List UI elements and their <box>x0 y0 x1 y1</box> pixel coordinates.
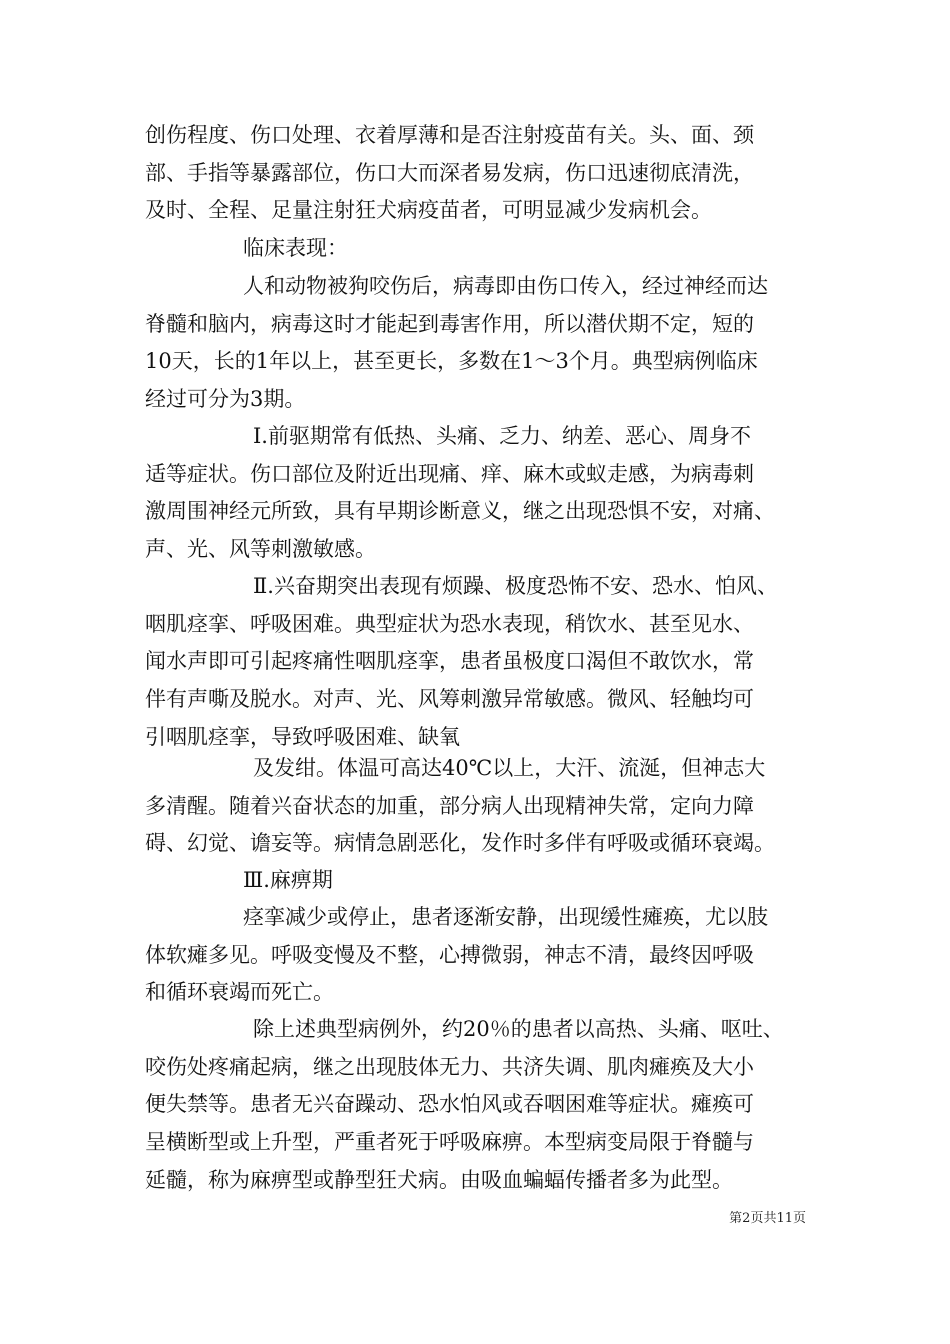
text-line: 碍、幻觉、谵妄等。病情急剧恶化，发作时多伴有呼吸或循环衰竭。 <box>145 831 775 856</box>
page-number: 第2页共11页 <box>729 1211 806 1226</box>
text-line: 适等症状。伤口部位及附近出现痛、痒、麻木或蚁走感，为病毒刺 <box>145 461 754 486</box>
text-line: 便失禁等。患者无兴奋躁动、恐水怕风或吞咽困难等症状。瘫痪可 <box>145 1092 754 1117</box>
text-line: 激周围神经元所致，具有早期诊断意义，继之出现恐惧不安，对痛、 <box>145 499 775 524</box>
text-line: 10天，长的1年以上，甚至更长，多数在1～3个月。典型病例临床 <box>145 349 758 374</box>
text-line: 引咽肌痉挛，导致呼吸困难、缺氧 <box>145 724 460 749</box>
text-line: 和循环衰竭而死亡。 <box>145 980 334 1005</box>
text-line: 除上述典型病例外，约20％的患者以高热、头痛、呕吐、 <box>253 1017 784 1041</box>
text-line: 伴有声嘶及脱水。对声、光、风筹刺激异常敏感。微风、轻触均可 <box>145 687 754 712</box>
text-line: 创伤程度、伤口处理、衣着厚薄和是否注射疫苗有关。头、面、颈 <box>145 123 754 147</box>
text-line: 及时、全程、足量注射狂犬病疫苗者，可明显减少发病机会。 <box>145 198 712 223</box>
text-line: 脊髓和脑内，病毒这时才能起到毒害作用，所以潜伏期不定，短的 <box>145 311 754 336</box>
heading-text: Ⅲ.麻痹期 <box>243 868 333 892</box>
text-line: 多清醒。随着兴奋状态的加重，部分病人出现精神失常，定向力障 <box>145 793 754 818</box>
text-line: Ⅱ.兴奋期突出表现有烦躁、极度恐怖不安、恐水、怕风、 <box>253 574 778 598</box>
text-line: 咽肌痉挛、呼吸困难。典型症状为恐水表现，稍饮水、甚至见水、 <box>145 611 754 636</box>
text-line: 部、手指等暴露部位，伤口大而深者易发病，伤口迅速彻底清洗， <box>145 160 754 185</box>
text-line: 呈横断型或上升型，严重者死于呼吸麻痹。本型病变局限于脊髓与 <box>145 1130 754 1155</box>
paragraph-excitation-continued <box>145 750 820 863</box>
paragraph-atypical-cases <box>145 1011 820 1200</box>
text-line: Ⅰ.前驱期常有低热、头痛、乏力、纳差、恶心、周身不 <box>253 424 751 448</box>
heading-text: 临床表现： <box>243 236 348 260</box>
text-line: 痉挛减少或停止，患者逐渐安静，出现缓性瘫痪，尤以肢 <box>243 905 768 929</box>
section-heading-paralytic <box>145 862 820 900</box>
text-line: 人和动物被狗咬伤后，病毒即由伤口传入，经过神经而达 <box>243 274 768 298</box>
paragraph-paralytic-stage <box>145 899 820 1012</box>
paragraph-prodromal-stage <box>145 418 820 569</box>
text-line: 及发绀。体温可高达40℃以上，大汗、流涎，但神志大 <box>253 756 766 780</box>
text-line: 经过可分为3期。 <box>145 387 306 412</box>
text-line: 体软瘫多见。呼吸变慢及不整，心搏微弱，神志不清，最终因呼吸 <box>145 942 754 967</box>
text-line: 延髓，称为麻痹型或静型狂犬病。由吸血蝙蝠传播者多为此型。 <box>145 1167 733 1192</box>
text-line: 咬伤处疼痛起病，继之出现肢体无力、共济失调、肌肉瘫痪及大小 <box>145 1054 754 1079</box>
paragraph-incubation <box>145 268 820 419</box>
text-line: 声、光、风等刺激敏感。 <box>145 537 376 562</box>
paragraph-transmission-factors <box>145 117 820 230</box>
text-line: 闻水声即可引起疼痛性咽肌痉挛，患者虽极度口渴但不敢饮水，常 <box>145 649 754 674</box>
paragraph-excitation-stage <box>145 568 820 757</box>
section-heading-clinical <box>145 230 820 268</box>
